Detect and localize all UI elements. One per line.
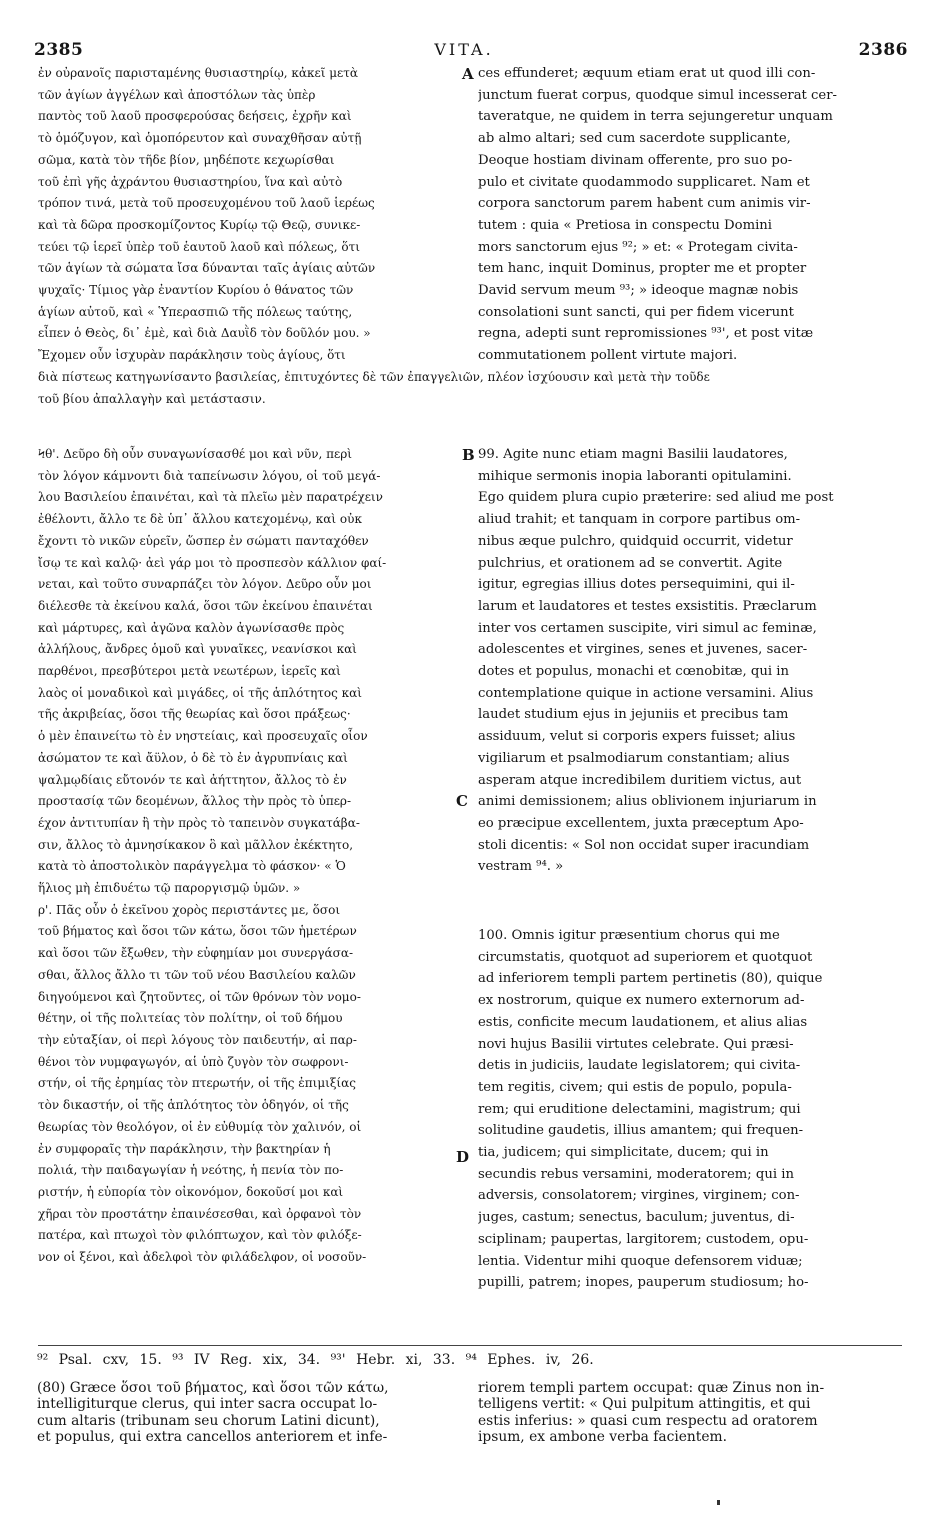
- text-line: σθαι, ἄλλος ἄλλο τι τῶν τοῦ νέου Βασιλείου καλῶν: [38, 967, 356, 982]
- text-line: ipsum, ex ambone verba facientem.: [478, 1429, 727, 1446]
- text-line: corpora sanctorum parem habent cum animis vir-: [478, 196, 811, 212]
- text-line: detis in judiciis, laudate legislatorem; qui civita-: [478, 1058, 801, 1074]
- text-line: mors sanctorum ejus ⁹²; » et: « Protegam civita-: [478, 239, 798, 255]
- greek-column-top: [38, 63, 458, 367]
- text-line: τῶν ἁγίων ἀγγέλων καὶ ἀποστόλων τὰς ὑπὲρ: [38, 87, 316, 102]
- text-line: τοῦ ἐπὶ γῆς ἀχράντου θυσιαστηρίου, ἵνα καὶ αὐτὸ: [38, 174, 343, 189]
- text-line: larum et laudatores et testes exsistitis. Præclarum: [478, 598, 817, 614]
- text-line: vestram ⁹⁴. »: [478, 859, 564, 875]
- text-line: novi hujus Basilii virtutes celebrate. Qui præsi-: [478, 1036, 794, 1052]
- text-line: nibus æque pulchro, quidquid occurrit, videtur: [478, 533, 793, 549]
- text-line: ἴσῳ τε καὶ καλῷ· ἀεὶ γάρ μοι τὸ προσπεσὸν κάλλιον φαί-: [38, 555, 387, 570]
- text-line: κατὰ τὸ ἀποστολικὸν παράγγελμα τὸ φάσκον· « Ὁ: [38, 859, 346, 874]
- text-line: lentia. Videntur mihi quoque defensorem viduæ;: [478, 1253, 803, 1269]
- text-line: τῆς ἀκριβείας, ὅσοι τῆς θεωρίας καὶ ὅσοι πράξεως·: [38, 707, 351, 722]
- text-line: θένοι τὸν νυμφαγωγόν, αἱ ὑπὸ ζυγὸν τὸν σωφρονι-: [38, 1054, 349, 1069]
- text-line: tia, judicem; qui simplicitate, ducem; qui in: [478, 1145, 769, 1161]
- text-line: assiduum, velut si corporis expers fuisset; alius: [478, 729, 796, 745]
- text-line: stoli dicentis: « Sol non occidat super iracundiam: [478, 837, 810, 853]
- text-line: πολιά, τὴν παιδαγωγίαν ἡ νεότης, ἡ πενία τὸν πο-: [38, 1163, 344, 1178]
- text-line: διὰ πίστεως κατηγωνίσαντο βασιλείας, ἐπιτυχόντες δὲ τῶν ἐπαγγελιῶν, πλέον ἰσχύουσιν καὶ μετὰ τὴν τοῦδε: [38, 370, 710, 384]
- text-line: χῆραι τὸν προστάτην ἐπαινέσεσθαι, καὶ ὀρφανοὶ τὸν: [38, 1206, 362, 1221]
- text-line: ἐν οὐρανοῖς παρισταμένης θυσιαστηρίῳ, κἀκεῖ μετὰ: [38, 66, 359, 80]
- text-line: τὸν δικαστήν, οἱ τῆς ἁπλότητος τὸν ὁδηγόν, οἱ τῆς: [38, 1098, 349, 1113]
- text-line: (80) Græce ὅσοι τοῦ βήματος, καὶ ὅσοι τῶν κάτω,: [37, 1380, 389, 1396]
- text-line: καὶ μάρτυρες, καὶ ἀγῶνα καλὸν ἀγωνίσασθε πρὸς: [38, 620, 345, 635]
- text-line: νεται, καὶ τοῦτο συναρπάζει τὸν λόγον. Δεῦρο οὖν μοι: [38, 577, 372, 592]
- text-line: τεύει τῷ ἱερεῖ ὑπὲρ τοῦ ἑαυτοῦ λαοῦ καὶ πόλεως, ὅτι: [38, 239, 360, 254]
- text-line: ψυχαῖς· Τίμιος γὰρ ἐναντίον Κυρίου ὁ θάνατος τῶν: [38, 283, 354, 298]
- text-line: tem regitis, civem; qui estis de populo, popula-: [478, 1079, 792, 1095]
- text-line: σῶμα, κατὰ τὸν τῆδε βίον, μηδέποτε κεχωρίσθαι: [38, 152, 335, 167]
- text-line: laudet studium ejus in jejuniis et precibus tam: [478, 707, 789, 723]
- text-line: ἔχοντι τὸ νικῶν εὑρεῖν, ὥσπερ ἐν σώματι πανταχόθεν: [38, 533, 369, 548]
- text-line: pupilli, patrem; inopes, pauperum studiosum; ho-: [478, 1275, 809, 1291]
- text-line: tutem : quia « Pretiosa in conspectu Domini: [478, 217, 773, 233]
- text-line: sciplinam; paupertas, largitorem; custodem, opu-: [478, 1231, 809, 1247]
- text-line: cum altaris (tribunam seu chorum Latini dicunt),: [37, 1412, 380, 1429]
- text-line: τοῦ βήματος καὶ ὅσοι τῶν κάτω, ὅσοι τῶν ἡμετέρων: [38, 924, 357, 939]
- scripture-footnotes: ⁹² Psal. cxv, 15. ⁹³ IV Reg. xix, 34. ⁹³' Hebr. xi, 33. ⁹⁴ Ephes. iv, 26.: [37, 1352, 594, 1368]
- text-line: ἀσώματον τε καὶ ἄϋλον, ὁ δὲ τὸ ἐν ἀγρυπνίαις καὶ: [38, 750, 348, 765]
- greek-column-main: [38, 444, 458, 1269]
- text-line: juges, castum; senectus, baculum; juventus, di-: [478, 1210, 795, 1226]
- text-line: estis, conficite mecum laudationem, et alius alias: [478, 1014, 808, 1030]
- text-line: καὶ τὰ δῶρα προσκομίζοντος Κυρίῳ τῷ Θεῷ, συνικε-: [38, 217, 361, 232]
- text-line: regna, adepti sunt repromissiones ⁹³', et post vitæ: [478, 326, 814, 342]
- text-line: aliud trahit; et tanquam in corpore partibus om-: [478, 512, 801, 528]
- latin-section-100: [478, 925, 896, 1294]
- text-line: Ϟθ'. Δεῦρο δὴ οὖν συναγωνίσασθέ μοι καὶ νῦν, περὶ: [38, 447, 352, 461]
- text-line: rem; qui eruditione delectamini, magistrum; qui: [478, 1101, 801, 1117]
- text-line: τῶν ἁγίων τὰ σώματα ἴσα δύνανται ταῖς ἁγίαις αὐτῶν: [38, 261, 376, 276]
- text-line: θεωρίας τὸν θεολόγον, οἱ ἐν εὐθυμίᾳ τὸν χαλινόν, οἱ: [38, 1119, 362, 1134]
- text-line: ἥλιος μὴ ἐπιδυέτω τῷ παροργισμῷ ὑμῶν. »: [38, 881, 301, 896]
- text-line: προστασίᾳ τῶν δεομένων, ἄλλος τὴν πρὸς τὸ ὑπερ-: [38, 794, 352, 809]
- text-line: vigiliarum et psalmodiarum constantiam; alius: [478, 750, 790, 766]
- page-number-right: 2386: [858, 40, 908, 60]
- text-line: λαὸς οἱ μοναδικοὶ καὶ μιγάδες, οἱ τῆς ἁπλότητος καὶ: [38, 685, 362, 700]
- margin-marker-b: B: [462, 446, 475, 464]
- text-line: παντὸς τοῦ λαοῦ προσφερούσας δεήσεις, ἐχρῆν καὶ: [38, 109, 352, 124]
- text-line: ad inferiorem templi partem pertinetis (80), quique: [478, 971, 823, 987]
- text-line: igitur, egregias illius dotes persequimini, qui il-: [478, 577, 795, 593]
- text-line: eo præcipue excellentem, juxta præceptum Apo-: [478, 815, 804, 831]
- text-line: asperam atque incredibilem duritiem victus, aut: [478, 772, 802, 788]
- text-line: πατέρα, καὶ πτωχοὶ τὸν φιλόπτωχον, καὶ τὸν φιλόξε-: [38, 1228, 362, 1243]
- text-line: estis inferius: » quasi cum respectu ad oratorem: [478, 1412, 818, 1429]
- text-line: junctum fuerat corpus, quodque simul incesserat cer-: [478, 87, 837, 103]
- text-line: commutationem pollent virtute majori.: [478, 348, 738, 364]
- text-line: consolationi sunt sancti, qui per fidem vicerunt: [478, 304, 794, 320]
- text-line: dotes et populus, monachi et cœnobitæ, qui in: [478, 664, 789, 680]
- text-line: ρ'. Πᾶς οὖν ὁ ἐκεῖνου χορὸς περιστάντες με, ὅσοι: [38, 902, 341, 917]
- text-line: ab almo altari; sed cum sacerdote supplicante,: [478, 131, 791, 147]
- text-line: διηγούμενοι καὶ ζητοῦντες, οἱ τῶν θρόνων τὸν νομο-: [38, 989, 361, 1004]
- margin-marker-c: C: [456, 792, 468, 810]
- text-line: telligens vertit: « Qui pulpitum attingitis, et qui: [478, 1396, 811, 1413]
- text-line: pulchrius, et orationem ad se convertit. Agite: [478, 555, 783, 571]
- text-line: inter vos certamen suscipite, viri simul ac feminæ,: [478, 620, 817, 636]
- text-line: circumstatis, quotquot ad superiorem et quotquot: [478, 949, 813, 965]
- text-line: τὸν λόγον κάμνοντι διὰ ταπείνωσιν λόγου, οἱ τοῦ μεγά-: [38, 468, 381, 483]
- margin-marker-d: D: [456, 1148, 470, 1166]
- text-line: ὁ μὲν ἐπαινείτω τὸ ἐν νηστείαις, καὶ προσευχαῖς οἷον: [38, 729, 368, 744]
- text-line: solitudine gaudetis, illius amantem; qui frequen-: [478, 1123, 804, 1139]
- text-line: τὴν εὐταξίαν, οἱ περὶ λόγους τὸν παιδευτήν, αἱ παρ-: [38, 1032, 357, 1047]
- text-line: διέλεσθε τὰ ἐκείνου καλά, ὅσοι τῶν ἐκείνου ἐπαινέται: [38, 598, 373, 613]
- latin-section-99: [478, 444, 896, 878]
- text-line: καὶ ὅσοι τῶν ἔξωθεν, τὴν εὐφημίαν μοι συνεργάσα-: [38, 946, 353, 961]
- text-line: et populus, qui extra cancellos anteriorem et infe-: [37, 1429, 388, 1446]
- text-line: taveratque, ne quidem in terra sejungeretur unquam: [478, 109, 833, 125]
- text-line: Deoque hostiam divinam offerente, pro suo po-: [478, 152, 793, 168]
- text-line: ἀλλήλους, ἄνδρες ὁμοῦ καὶ γυναῖκες, νεανίσκοι καὶ: [38, 642, 357, 657]
- text-line: ἐν συμφοραῖς τὴν παράκλησιν, τὴν βακτηρίαν ἡ: [38, 1141, 331, 1156]
- text-line: animi demissionem; alius oblivionem injuriarum in: [478, 794, 817, 810]
- text-line: παρθένοι, πρεσβύτεροι μετὰ νεωτέρων, ἱερεῖς καὶ: [38, 664, 341, 679]
- footnote-80-left: [37, 1380, 455, 1446]
- text-line: mihique sermonis inopia laboranti opitulamini.: [478, 468, 792, 484]
- text-line: τρόπον τινά, μετὰ τοῦ προσευχομένου τοῦ λαοῦ ἱερέως: [38, 196, 375, 211]
- text-line: Ἔχομεν οὖν ἰσχυρὰν παράκλησιν τοὺς ἁγίους, ὅτι: [38, 348, 346, 363]
- print-speck: [717, 1500, 720, 1505]
- text-line: ex nostrorum, quique ex numero externorum ad-: [478, 993, 805, 1009]
- text-line: riorem templi partem occupat: quæ Zinus non in-: [478, 1380, 825, 1396]
- text-line: ψαλμῳδίαις εὔτονόν τε καὶ ἀήττητον, ἄλλος τὸ ἐν: [38, 772, 347, 787]
- text-line: στήν, οἱ τῆς ἐρημίας τὸν πτερωτήν, οἱ τῆς ἐπιμιξίας: [38, 1076, 356, 1091]
- text-line: Ego quidem plura cupio præterire: sed aliud me post: [478, 490, 834, 506]
- margin-marker-a: A: [462, 65, 474, 83]
- text-line: secundis rebus versamini, moderatorem; qui in: [478, 1166, 794, 1182]
- running-title: VITA.: [434, 40, 494, 59]
- text-line: θέτην, οἱ τῆς πολιτείας τὸν πολίτην, οἱ τοῦ δήμου: [38, 1011, 343, 1026]
- text-line: ἐθέλοντι, ἄλλο τε δὲ ὑπ᾽ ἄλλου κατεχομένῳ, καὶ οὐκ: [38, 512, 362, 527]
- text-line: adversis, consolatorem; virgines, virginem; con-: [478, 1188, 800, 1204]
- text-line: τὸ ὁμόζυγον, καὶ ὁμοπόρευτον καὶ συναχθῆσαν αὐτῇ: [38, 131, 362, 146]
- text-line: νον οἱ ξένοι, καὶ ἀδελφοὶ τὸν φιλάδελφον, οἱ νοσοῦν-: [38, 1250, 367, 1265]
- text-line: adolescentes et virgines, senes et juvenes, sacer-: [478, 642, 808, 658]
- text-line: David servum meum ⁹³; » ideoque magnæ nobis: [478, 283, 799, 299]
- text-line: intelligiturque clerus, qui inter sacra occupat lo-: [37, 1396, 378, 1413]
- text-line: λου Βασιλείου ἐπαινέται, καὶ τὰ πλεῖω μὲν παρατρέχειν: [38, 490, 383, 505]
- page-number-left: 2385: [34, 40, 84, 60]
- text-line: ριστήν, ἡ εὐπορία τὸν οἰκονόμον, δοκοῦσί μοι καὶ: [38, 1184, 344, 1199]
- text-line: τοῦ βίου ἀπαλλαγὴν καὶ μετάστασιν.: [38, 391, 266, 406]
- text-line: ces effunderet; æquum etiam erat ut quod illi con-: [478, 66, 816, 81]
- text-line: έχον ἀντιτυπίαν ἢ τὴν πρὸς τὸ ταπεινὸν συγκατάβα-: [38, 815, 360, 830]
- text-line: pulo et civitate quodammodo supplicaret. Nam et: [478, 174, 810, 190]
- text-line: ἁγίων αὐτοῦ, καὶ « Ὑπερασπιῶ τῆς πόλεως ταύτης,: [38, 304, 353, 319]
- greek-wide-lines: [38, 367, 908, 410]
- text-line: εἶπεν ὁ Θεὸς, δι᾽ ἐμὲ, καὶ διὰ Δαυῒδ τὸν δοῦλόν μου. »: [38, 326, 371, 341]
- footnote-divider: [38, 1345, 902, 1346]
- text-line: 99. Agite nunc etiam magni Basilii laudatores,: [478, 447, 788, 462]
- text-line: tem hanc, inquit Dominus, propter me et propter: [478, 261, 807, 277]
- latin-column-top: [478, 63, 896, 367]
- text-line: contemplatione quique in actione versamini. Alius: [478, 685, 814, 701]
- text-line: σιν, ἄλλος τὸ ἀμνησίκακον ὃ καὶ μᾶλλον ἐκέκτητο,: [38, 837, 354, 852]
- footnote-80-right: [478, 1380, 896, 1446]
- text-line: 100. Omnis igitur præsentium chorus qui me: [478, 928, 780, 943]
